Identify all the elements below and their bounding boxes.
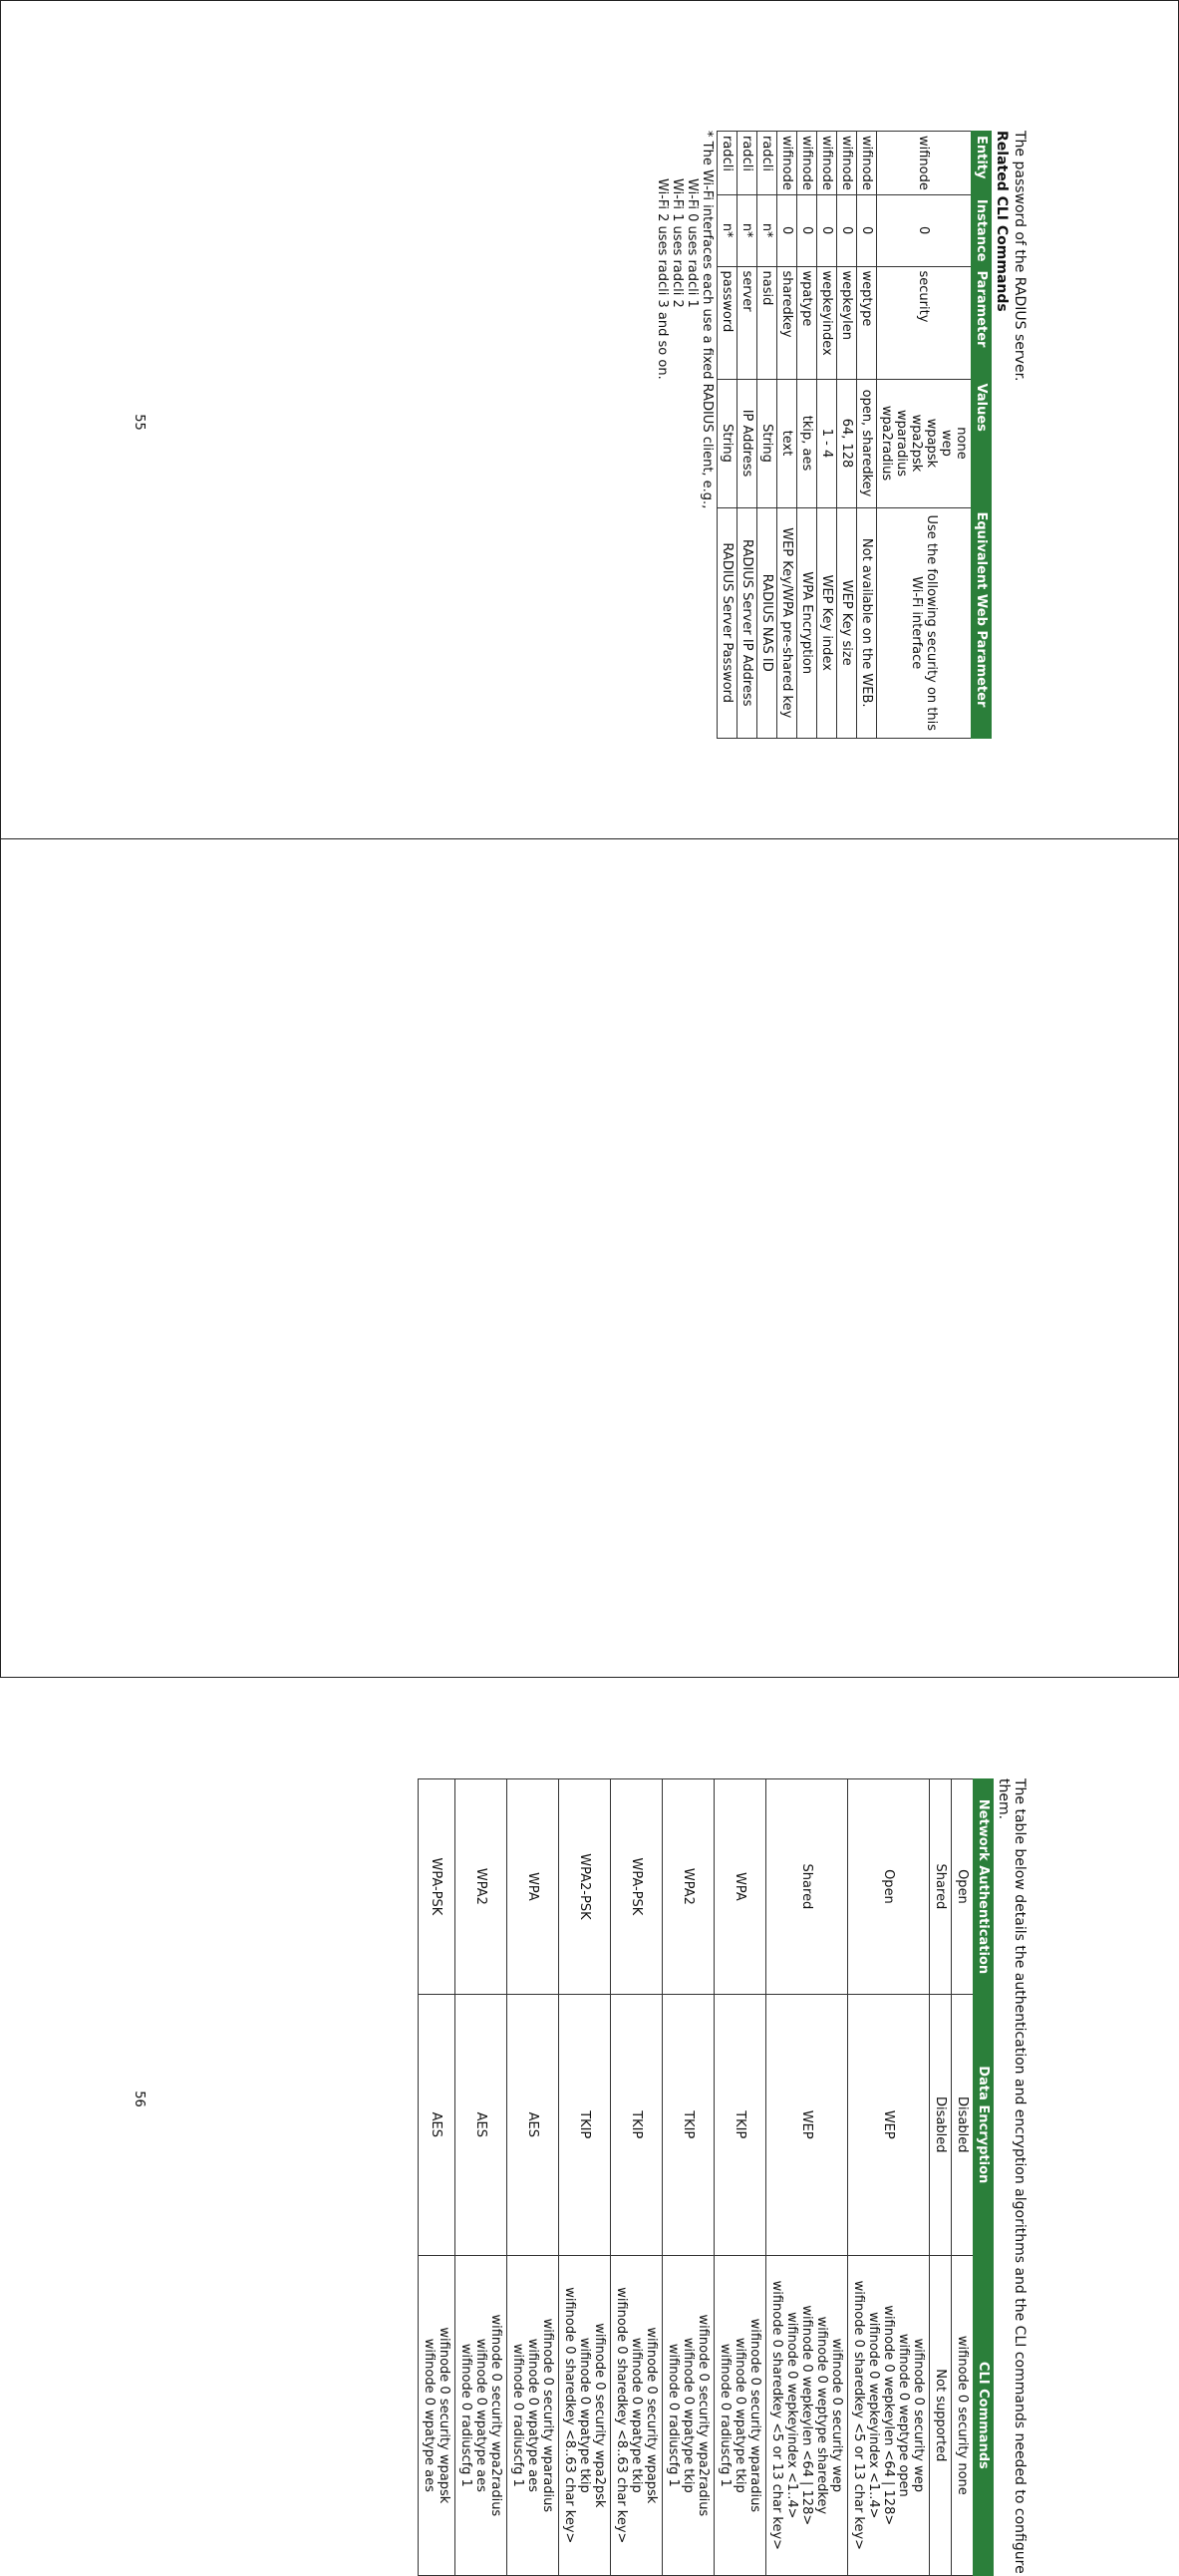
table-cell: TKIP [559,1994,611,2255]
table-cell: Open [848,1779,930,1995]
table-row [766,1779,848,2576]
cli-commands-table [717,131,992,739]
table-cell: Not available on the WEB. [857,507,877,739]
table-cell: n* [718,194,737,266]
table-cell: AES [507,1994,559,2255]
header-instance: Instance [972,194,992,266]
table-row [930,1779,952,2576]
table-cell: Not supported [930,2255,952,2575]
table-cell: wifinode 0 security wpa2psk wifinode 0 wpatype tkip wifinode 0 sharedkey <8..63 char key> [559,2255,611,2575]
table-cell: password [718,266,737,379]
table-cell: WPA-PSK [419,1779,455,1995]
table-cell: wifinode 0 security wpapsk wifinode 0 wpatype tkip wifinode 0 sharedkey <8..63 char key> [611,2255,663,2575]
table-cell: wifinode [857,132,877,195]
table-cell: RADIUS Server IP Address [737,507,757,739]
table-cell: weptype [857,266,877,379]
table-cell: radcli [718,132,737,195]
table-row [663,1779,715,2576]
table-cell: wifinode [797,132,817,195]
table-cell: Open [952,1779,974,1995]
table-cell: WPA [715,1779,766,1995]
table-row [952,1779,974,2576]
table-cell: security [877,266,972,379]
table-cell: 0 [817,194,837,266]
footnote-line: Wi-Fi 0 uses radcli 1 [685,178,700,308]
table-cell: wifinode 0 security wparadius wifinode 0 wpatype aes wifinode 0 radiuscfg 1 [507,2255,559,2575]
table-cell: 0 [877,194,972,266]
table-row [455,1779,507,2576]
table-cell: open, sharedkey [857,379,877,507]
table-cell: WPA2 [663,1779,715,1995]
table-cell: wifinode [817,132,837,195]
table-cell: wifinode 0 security wep wifinode 0 weptype open wifinode 0 wepkeylen <64 | 128> wifinode 0 wepkeyindex <1..4> wifinode 0 sharedkey <5 or 13 char key> [848,2255,930,2575]
table-cell: AES [419,1994,455,2255]
table-cell: wifinode 0 security wpapsk wifinode 0 wpatype aes [419,2255,455,2575]
table-cell: String [757,379,777,507]
footnote [655,131,715,948]
table-cell: wifinode 0 security none [952,2255,974,2575]
table-cell: WPA2 [455,1779,507,1995]
table-cell: none wep wpapsk wpa2psk wparadius wpa2radius [877,379,972,507]
header-values: Values [972,379,992,507]
table-cell: wepkeylen [837,266,857,379]
table-cell: AES [455,1994,507,2255]
table-cell: wepkeyindex [817,266,837,379]
table-cell: Disabled [930,1994,952,2255]
table-cell: 0 [857,194,877,266]
table-cell: Shared [930,1779,952,1995]
header-web-parameter: Equivalent Web Parameter [972,507,992,739]
header-network-authentication: Network Authentication [974,1779,994,1995]
table-cell: Disabled [952,1994,974,2255]
table-row [507,1779,559,2576]
page-56-content [141,1778,1028,2576]
document-page-56 [0,838,1179,2574]
header-parameter: Parameter [972,266,992,379]
table-cell: wifinode [837,132,857,195]
table-cell: Shared [766,1779,848,1995]
table-row [857,132,877,739]
table-header-row [972,132,992,739]
table-cell: radcli [737,132,757,195]
table-row [877,132,972,739]
table-cell: wifinode 0 security wparadius wifinode 0 wpatype tkip wifinode 0 radiuscfg 1 [715,2255,766,2575]
table-cell: Use the following security on this Wi-Fi interface [877,507,972,739]
table-row [777,132,797,739]
table-cell: n* [757,194,777,266]
table-cell: IP Address [737,379,757,507]
footnote-line: Wi-Fi 1 uses radcli 2 [670,178,685,308]
table-cell: String [718,379,737,507]
table-cell: wifinode 0 security wpa2radius wifinode 0 wpatype tkip wifinode 0 radiuscfg 1 [663,2255,715,2575]
table-row [611,1779,663,2576]
table-row [817,132,837,739]
table-cell: tkip, aes [797,379,817,507]
table-cell: wifinode 0 security wpa2radius wifinode 0 wpatype aes wifinode 0 radiuscfg 1 [455,2255,507,2575]
table-cell: WEP Key size [837,507,857,739]
header-cli-commands: CLI Commands [974,2255,994,2575]
authentication-encryption-table [418,1778,994,2576]
table-cell: WPA2-PSK [559,1779,611,1995]
table-cell: 0 [837,194,857,266]
footnote-line: Wi-Fi 2 uses radcli 3 and so on. [655,178,670,380]
page-number: 55 [131,414,147,431]
table-cell: radcli [757,132,777,195]
table-cell: wifinode [877,132,972,195]
table-cell: TKIP [611,1994,663,2255]
table-cell: 0 [797,194,817,266]
table-row [797,132,817,739]
auth-table-description: The table below details the authentication and encryption algorithms and the CLI commands needed to configure them. [996,1778,1028,2574]
table-cell: RADIUS NAS ID [757,507,777,739]
table-cell: TKIP [663,1994,715,2255]
table-header-row [974,1779,994,2576]
table-cell: TKIP [715,1994,766,2255]
table-cell: 1 - 4 [817,379,837,507]
table-cell: WEP [848,1994,930,2255]
document-page-55 [0,0,1179,839]
header-data-encryption: Data Encryption [974,1994,994,2255]
footnote-line: * The Wi-Fi interfaces each use a fixed RADIUS client, e.g., [700,131,715,509]
table-cell: wifinode 0 security wep wifinode 0 weptype sharedkey wifinode 0 wepkeylen <64 | 128> wifinode 0 wepkeyindex <1..4> wifinode 0 sharedkey <5 or 13 char key> [766,2255,848,2575]
table-cell: text [777,379,797,507]
table-cell: sharedkey [777,266,797,379]
table-cell: WPA [507,1779,559,1995]
related-cli-commands-heading: Related CLI Commands [994,131,1010,312]
table-cell: n* [737,194,757,266]
table-cell: WEP Key index [817,507,837,739]
table-row [737,132,757,739]
table-cell: WEP [766,1994,848,2255]
table-row [559,1779,611,2576]
table-cell: wpatype [797,266,817,379]
table-row [837,132,857,739]
page-55-content [160,131,1028,948]
table-cell: WPA-PSK [611,1779,663,1995]
table-cell: WPA Encryption [797,507,817,739]
table-cell: server [737,266,757,379]
table-cell: nasid [757,266,777,379]
table-row [419,1779,455,2576]
table-cell: WEP Key/WPA pre-shared key [777,507,797,739]
table-row [757,132,777,739]
table-row [848,1779,930,2576]
table-cell: 64, 128 [837,379,857,507]
table-row [715,1779,766,2576]
table-cell: 0 [777,194,797,266]
table-cell: wifinode [777,132,797,195]
page-number: 56 [131,2091,147,2107]
table-cell: RADIUS Server Password [718,507,737,739]
radius-password-description: The password of the RADIUS server. [1012,131,1028,382]
table-row [718,132,737,739]
header-entity: Entity [972,132,992,195]
